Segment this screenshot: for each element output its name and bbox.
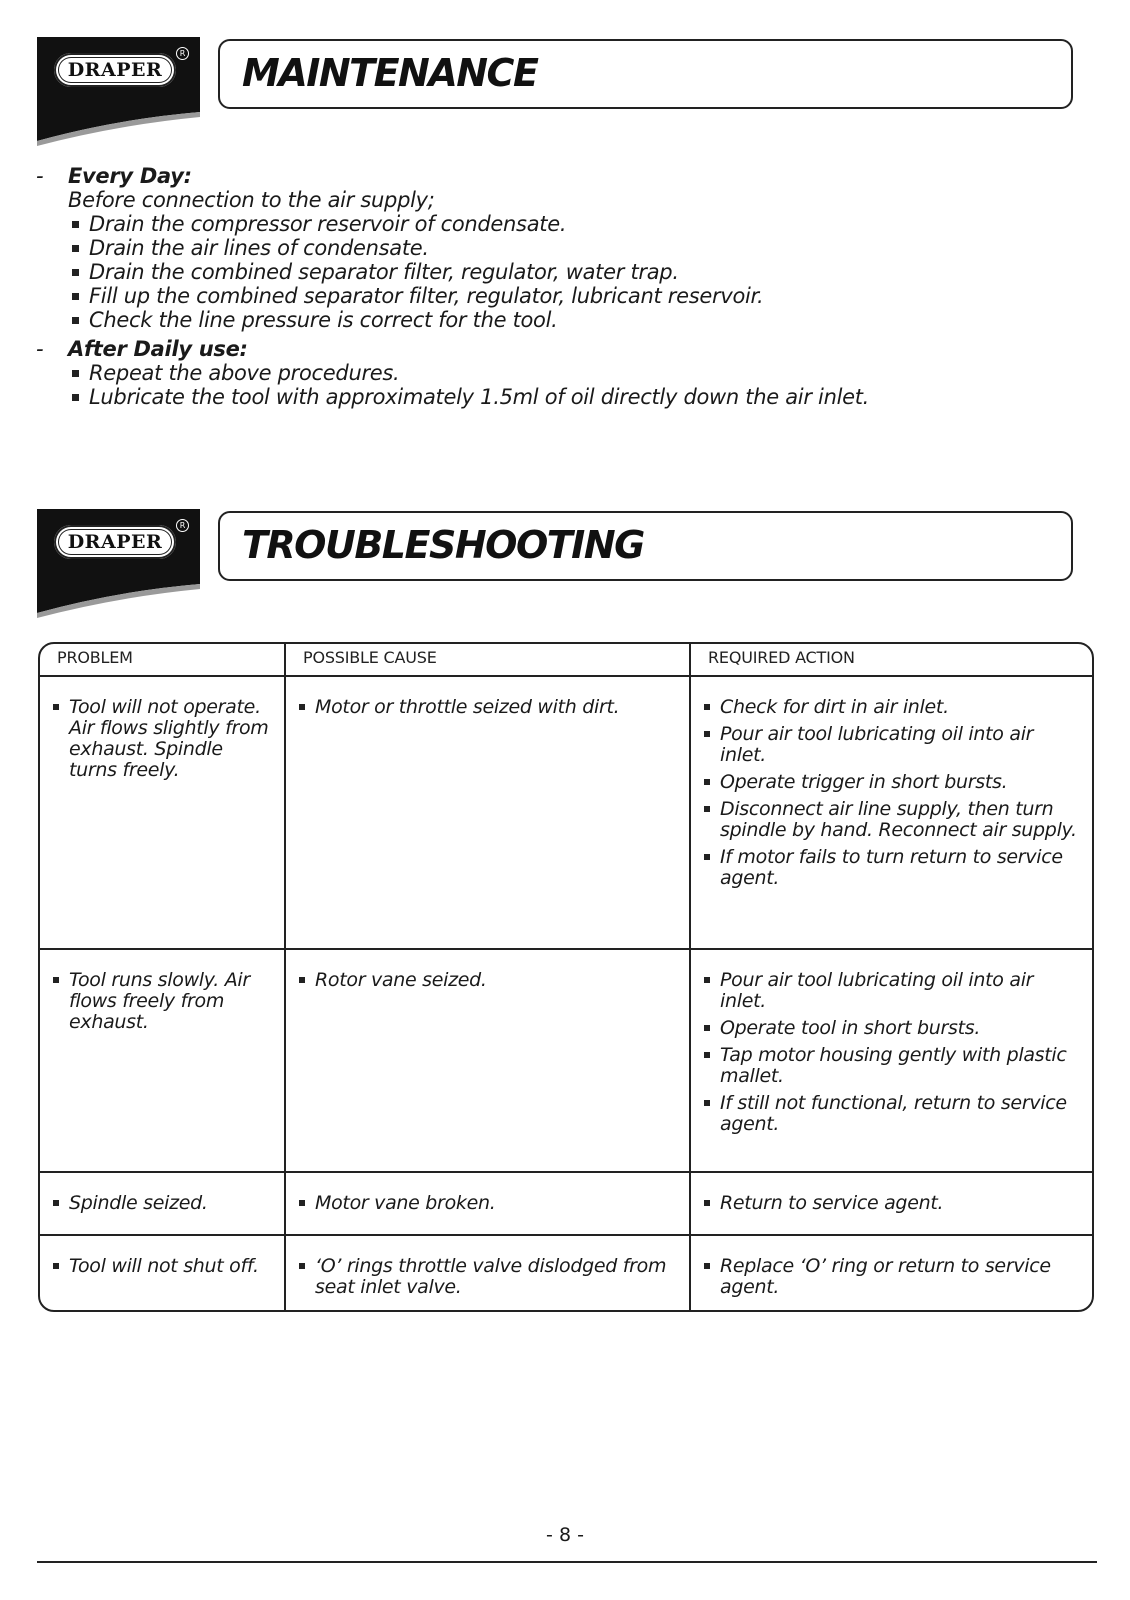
- list-item: Tool runs slowly. Air flows freely from exhaust.: [52, 970, 270, 1033]
- maintenance-group-after-daily: [36, 337, 1036, 409]
- cause-cell: [286, 950, 691, 1171]
- list-item: Tool will not operate. Air flows slightly from exhaust. Spindle turns freely.: [52, 697, 270, 781]
- table-row: [40, 677, 1092, 950]
- troubleshooting-header: [37, 509, 1097, 621]
- problem-cell: [40, 1236, 286, 1310]
- list-item: Motor vane broken.: [298, 1193, 675, 1214]
- list-item: Rotor vane seized.: [298, 970, 675, 991]
- list-item: Operate tool in short bursts.: [703, 1018, 1078, 1039]
- problem-cell: [40, 950, 286, 1171]
- list-item: If still not functional, return to service agent.: [703, 1093, 1078, 1135]
- action-cell: [691, 677, 1092, 948]
- problem-cell: [40, 1173, 286, 1234]
- column-header-action: REQUIRED ACTION: [708, 648, 855, 667]
- troubleshooting-title: TROUBLESHOOTING: [242, 523, 644, 567]
- table-row: [40, 1173, 1092, 1236]
- action-cell: [691, 1236, 1092, 1310]
- cause-cell: [286, 1236, 691, 1310]
- page-number: - 8 -: [546, 1524, 584, 1546]
- maintenance-list: [36, 212, 1036, 332]
- column-header-problem: PROBLEM: [40, 644, 286, 675]
- list-item: If motor fails to turn return to service agent.: [703, 847, 1078, 889]
- list-item: Drain the combined separator filter, regulator, water trap.: [70, 260, 1036, 284]
- action-cell: [691, 1173, 1092, 1234]
- cause-cell: [286, 1173, 691, 1234]
- footer-divider: [37, 1561, 1097, 1563]
- logo-wordmark: DRAPER: [54, 525, 176, 559]
- table-row: [40, 950, 1092, 1173]
- maintenance-title-box: [218, 39, 1073, 109]
- action-cell: [691, 950, 1092, 1171]
- list-item: Pour air tool lubricating oil into air inlet.: [703, 970, 1078, 1012]
- column-header-cause: POSSIBLE CAUSE: [286, 644, 691, 675]
- list-item: Pour air tool lubricating oil into air inlet.: [703, 724, 1078, 766]
- troubleshooting-table: [38, 642, 1094, 1312]
- list-item: Operate trigger in short bursts.: [703, 772, 1078, 793]
- list-item: Check the line pressure is correct for the tool.: [70, 308, 1036, 332]
- table-header-row: [40, 644, 1092, 677]
- maintenance-group-every-day: [36, 164, 1036, 332]
- maintenance-content: [36, 164, 1036, 409]
- list-item: Motor or throttle seized with dirt.: [298, 697, 675, 718]
- list-item: Disconnect air line supply, then turn spindle by hand. Reconnect air supply.: [703, 799, 1078, 841]
- list-item: Replace ‘O’ ring or return to service agent.: [703, 1256, 1078, 1298]
- registered-mark-icon: R: [176, 519, 189, 532]
- registered-mark-icon: R: [176, 47, 189, 60]
- list-item: Tap motor housing gently with plastic mallet.: [703, 1045, 1078, 1087]
- list-item: Tool will not shut off.: [52, 1256, 270, 1277]
- list-item: Fill up the combined separator filter, regulator, lubricant reservoir.: [70, 284, 1036, 308]
- cause-cell: [286, 677, 691, 948]
- list-item: Drain the air lines of condensate.: [70, 236, 1036, 260]
- logo-wordmark: DRAPER: [54, 53, 176, 87]
- maintenance-header: [37, 37, 1097, 149]
- table-row: [40, 1236, 1092, 1310]
- list-item: ‘O’ rings throttle valve dislodged from seat inlet valve.: [298, 1256, 675, 1298]
- maintenance-title: MAINTENANCE: [242, 51, 538, 95]
- group-heading: - Every Day:: [36, 164, 192, 188]
- group-intro: Before connection to the air supply;: [68, 188, 435, 212]
- list-item: Return to service agent.: [703, 1193, 1078, 1214]
- troubleshooting-title-box: [218, 511, 1073, 581]
- draper-logo: [37, 509, 205, 621]
- maintenance-list: [36, 361, 1036, 409]
- draper-logo: [37, 37, 205, 149]
- group-heading: - After Daily use:: [36, 337, 248, 361]
- list-item: Lubricate the tool with approximately 1.5ml of oil directly down the air inlet.: [70, 385, 1036, 409]
- list-item: Check for dirt in air inlet.: [703, 697, 1078, 718]
- list-item: Repeat the above procedures.: [70, 361, 1036, 385]
- list-item: Spindle seized.: [52, 1193, 270, 1214]
- list-item: Drain the compressor reservoir of condensate.: [70, 212, 1036, 236]
- problem-cell: [40, 677, 286, 948]
